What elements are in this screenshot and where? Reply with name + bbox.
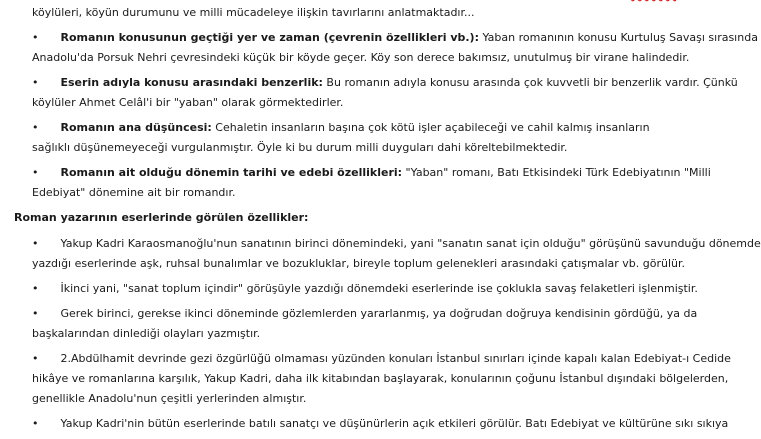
partial-top-paragraph [0,0,714,22]
list-item-text: Cehaletin insanların başına çok kötü işler açabileceği ve cahil kalmış insanların [211,121,650,134]
list-item [0,28,758,68]
list-item [0,279,714,299]
partial-top-line2: köylüleri, köyün durumunu ve milli mücadeleye ilişkin tavırlarını anlatmaktadır... [32,6,475,19]
list-item-text: 2.Abdülhamit devrinde gezi özgürlüğü olmaması yüzünden konuları İstanbul sınırları içinde kapalı kalan Edebiyat-ı Cedide [60,352,731,365]
list-item [0,414,729,434]
section-heading: Roman yazarının eserlerinde görülen özellikler: [14,211,309,224]
list-item-line1 [0,414,729,434]
list-item-line1 [0,349,731,369]
list-item-line1 [0,234,761,254]
list-item-line2: yazdığı eserlerinde aşk, ruhsal bunalımlar ve bozukluklar, bireyle toplum gelenekleri arasındaki çatışmalar vb. görülür. [32,257,686,270]
bullet-icon: • [32,417,39,430]
list-item-line1 [0,163,714,183]
list-item-line1 [0,304,714,324]
list-item-line2: başkalarından dinlediği olayları yazmıştır. [32,327,261,340]
list-item-text: İkinci yani, "sanat toplum içindir" görüşüyle yazdığı dönemdeki eserlerinde ise çoklukla savaş felaketleri işlenmiştir. [60,282,698,295]
list-item-text: Yakup Kadri Karaosmanoğlu'nun sanatının birinci dönemindeki, yani "sanatın sanat için olduğu" görüşünü savunduğu dönemde [60,237,761,250]
list-item-line3: genellikle Anadolu'nun çeşitli yerlerinden almıştır. [32,392,307,405]
list-item-heading: Romanın ana düşüncesi: [60,121,212,134]
bullet-icon: • [32,166,39,179]
list-item [0,349,731,409]
list-item-line2: köylüler Ahmet Celâl'i bir "yaban" olarak görmektedirler. [32,96,344,109]
bullet-icon: • [32,76,39,89]
bullet-icon: • [32,352,39,365]
list-item-text: Yaban romanının konusu Kurtuluş Savaşı sırasında [478,31,758,44]
list-item-text: Gerek birinci, gerekse ikinci döneminde gözlemlerden yararlanmış, ya doğrudan doğruya kendisinin gördüğü, ya da [60,307,698,320]
list-item-line2: Anadolu'da Porsuk Nehri çevresindeki küçük bir köyde geçer. Köy son derece bakımsız, unutulmuş bir virane halindedir. [32,51,690,64]
list-item [0,234,761,274]
bullet-icon: • [32,282,39,295]
list-item-line1 [0,28,758,48]
list-item-line2: sağlıklı düşünemeyeceği vurgulanmıştır. Öyle ki bu durum milli duyguları dahi köreltebilmektedir. [32,141,568,154]
list-item-heading: Romanın ait olduğu dönemin tarihi ve edebi özellikleri: [60,166,403,179]
list-item-text: Bu romanın adıyla konusu arasında çok kuvvetli bir benzerlik vardır. Çünkü [322,76,738,89]
list-item-text: "Yaban" romanı, Batı Etkisindeki Türk Edebiyatının "Milli [402,166,711,179]
list-item [0,118,714,158]
bullet-icon: • [32,307,39,320]
list-item-text: Yakup Kadri'nin bütün eserlerinde batılı sanatçı ve düşünürlerin açık etkileri görülür. Batı Edebiyat ve kültürüne sıkı sıkıya [60,417,729,430]
list-item [0,73,738,113]
list-item-line2: hikâye ve romanlarına karşılık, Yakup Kadri, daha ilk kitabından başlayarak, konularının çoğunu İstanbul dışındaki bölgelerden, [32,372,729,385]
list-item-line1 [0,279,714,299]
list-item-line1 [0,73,738,93]
list-item [0,163,714,203]
partial-top-line [0,0,714,6]
list-item-heading: Eserin adıyla konusu arasındaki benzerlik: [60,76,323,89]
bullet-icon: • [32,237,39,250]
list-item-heading: Romanın konusunun geçtiği yer ve zaman (çevrenin özellikleri vb.): [60,31,479,44]
list-item [0,304,714,344]
bullet-icon: • [32,121,39,134]
list-item-line2: Edebiyat" dönemine ait bir romandır. [32,186,236,199]
list-item-line1 [0,118,714,138]
bullet-icon: • [32,31,39,44]
